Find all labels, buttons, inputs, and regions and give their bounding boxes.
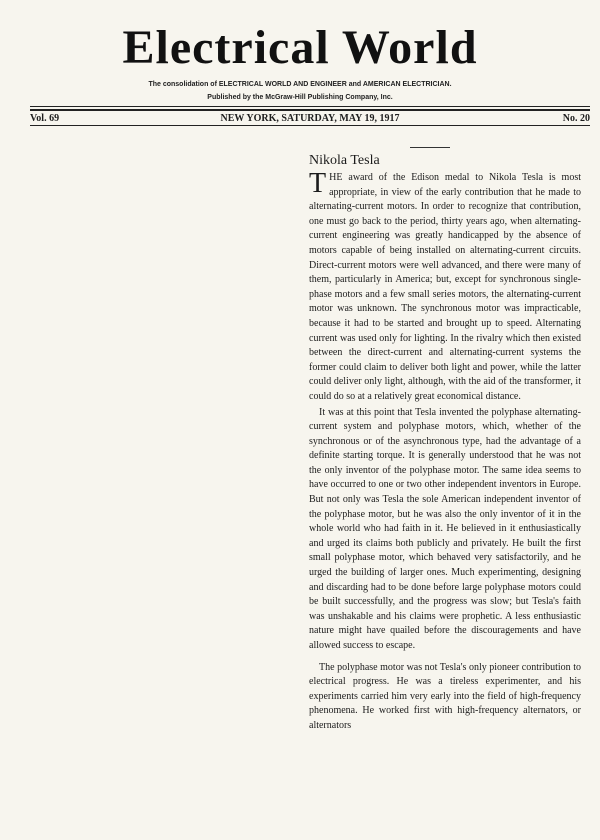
article-title: Nikola Tesla (309, 153, 380, 168)
dateline (30, 113, 590, 125)
article-paragraph-3: The polyphase motor was not Tesla's only pioneer contribution to electrical progress. He was a tireless experimenter, and his experiments carried him very early into the field of high-frequency phenomena. He worked first with high-frequency alternators, or alternators (309, 661, 581, 731)
issue-date: NEW YORK, SATURDAY, MAY 19, 1917 (220, 113, 400, 124)
volume-number: Vol. 69 (30, 113, 60, 124)
article-paragraph-1 (309, 168, 581, 405)
article-column (309, 152, 581, 734)
article-paragraph-2: It was at this point that Tesla invented the polyphase alternating-current system and polyphase motors, which, whether of the synchronous or of the asynchronous type, had the advantage of a definite starting torque. It is generally understood that he was not the only inventor of the polyphase motor. The same idea seems to have occurred to one or two other independent inventors in Europe. But not only was Tesla the sole American independent inventor of the polyphase motor, but he was also the only inventor of it in the whole world who had faith in it. He believed in it enthusiastically and urged its claims both publicly and privately. He built the first small polyphase motor, which behaved very satisfactorily, and he urged the building of larger ones. Much experimenting, designing and discarding had to be done before large polyphase motors could be built successfully, and the progress was slow; but Tesla's faith was unshakable and his claims were prophetic. A less enthusiastic nature might have quailed before the discouragements and have allowed success to escape. (309, 406, 581, 651)
issue-number: No. 20 (562, 113, 590, 124)
consolidation-note: The consolidation of ELECTRICAL WORLD AND ENGINEER and AMERICAN ELECTRICIAN. (148, 81, 452, 88)
header-rule-thick (30, 109, 590, 111)
header-rule-bottom (30, 125, 590, 126)
publication-title: Electrical World (122, 21, 478, 74)
section-divider (410, 147, 450, 148)
paragraph-1-text: HE award of the Edison medal to Nikola Tesla is most appropriate, in view of the early contribution that he made to alternating-current motors. In order to recognize that contribution, one must go back to the period, thirty years ago, when alternating-current engineering was greatly handicapped by the absence of motors capable of being installed on alternating-current circuits. Direct-current motors were well advanced, and there were many of them, particularly in America; but, except for synchronous single-phase motors and a few small series motors, the alternating-current motor was unknown. The synchronous motor was impracticable, because it had to be started and brought up to speed. Alternating current was used only for lighting. In the rivalry which then existed between the direct-current and alternating-current systems the former could claim to deliver both light and power, while the latter could deliver only light, although, with the aid of the transformer, it could do so at a relatively great economical distance. (309, 172, 581, 402)
drop-cap: T (309, 168, 327, 199)
header-rule-top (30, 106, 590, 107)
publisher-note: Published by the McGraw-Hill Publishing Company, Inc. (207, 94, 393, 101)
